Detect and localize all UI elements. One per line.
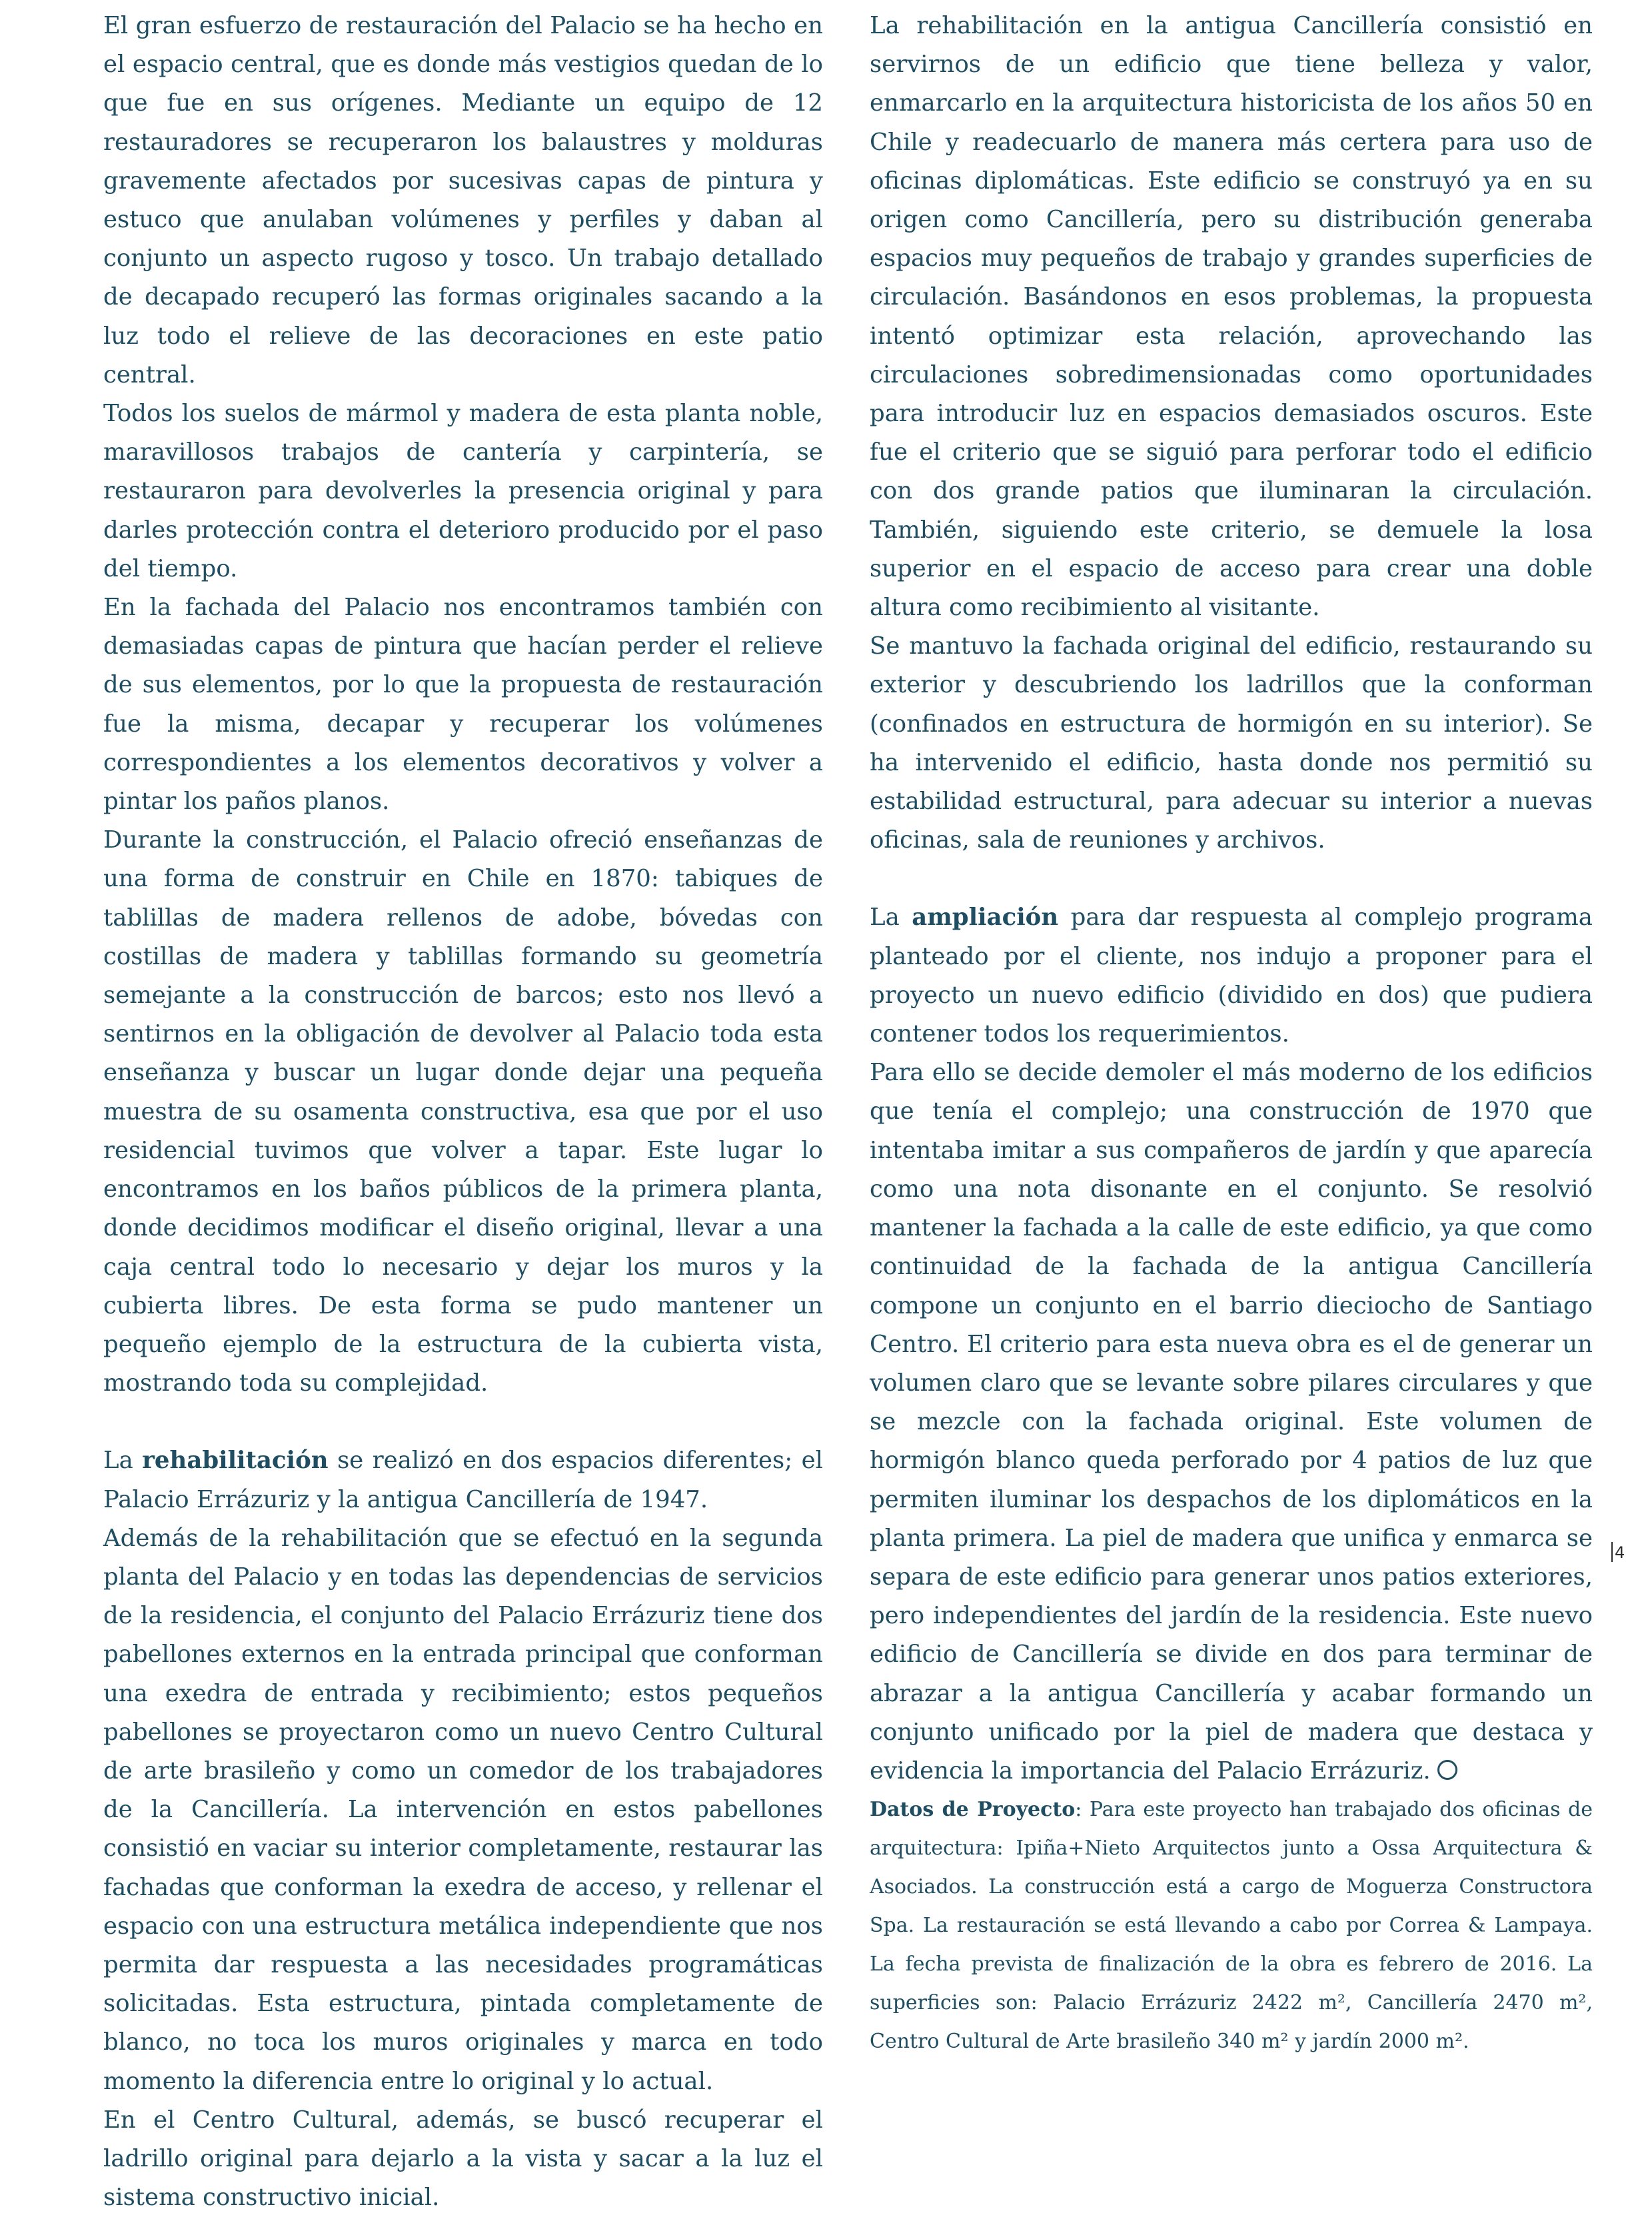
right-column — [870, 7, 1593, 2061]
left-column — [103, 7, 823, 2217]
paragraph-nuevo-edificio — [870, 1054, 1593, 1791]
nuevo-edificio-text: Para ello se decide demoler el más moderno de los edificios que tenía el complejo; una construcción de 1970 que intentaba imitar a sus compañeros de jardín y que aparecía como una nota disonante en el conjunto. Se resolvió mantener la fachada a la calle de este edificio, ya que como continuidad de la fachada de la antigua Cancillería compone un conjunto en el barrio dieciocho de Santiago Centro. El criterio para esta nueva obra es el de generar un volumen claro que se levante sobre pilares circulares y que se mezcle con la fachada original. Este volumen de hormigón blanco queda perforado por 4 patios de luz que permiten iluminar los despachos de los diplomáticos en la planta primera. La piel de madera que unifica y enmarca se separa de este edificio para generar unos patios exteriores, pero independientes del jardín de la residencia. Este nuevo edificio de Cancillería se divide en dos para terminar de abrazar a la antigua Cancillería y acabar formando un conjunto unificado por la piel de madera que destaca y evidencia la importancia del Palacio Errázuriz. — [870, 1059, 1593, 1785]
datos-text: : Para este proyecto han trabajado dos oficinas de arquitectura: Ipiña+Nieto Arquitectos junto a Ossa Arquitectura & Asociados. La construcción está a cargo de Moguerza Constructora Spa. La restauración se está llevando a cabo por Correa & Lampaya. La fecha prevista de finalización de la obra es febrero de 2016. La superficies son: Palacio Errázuriz 2422 m², Cancillería 2470 m², Centro Cultural de Arte brasileño 340 m² y jardín 2000 m². — [870, 1798, 1593, 2054]
paragraph-palacio-central: El gran esfuerzo de restauración del Palacio se ha hecho en el espacio central, que es donde más vestigios quedan de lo que fue en sus orígenes. Mediante un equipo de 12 restauradores se recuperaron los balaustres y molduras gravemente afectados por sucesivas capas de pintura y estuco que anulaban volúmenes y perfiles y daban al conjunto un aspecto rugoso y tosco. Un trabajo detallado de decapado recuperó las formas originales sacando a la luz todo el relieve de las decoraciones en este patio central. — [103, 12, 823, 388]
paragraph-construccion: Durante la construcción, el Palacio ofreció enseñanzas de una forma de construir en Chile en 1870: tabiques de tablillas de madera rellenos de adobe, bóvedas con costillas de madera y tablillas formando su geometría semejante a la construcción de barcos; esto nos llevó a sentirnos en la obligación de devolver al Palacio toda esta enseñanza y buscar un lugar donde dejar una pequeña muestra de su osamenta constructiva, esa que por el uso residencial tuvimos que volver a tapar. Este lugar lo encontramos en los baños públicos de la primera planta, donde decidimos modificar el diseño original, llevar a una caja central todo lo necesario y dejar los muros y la cubierta libres. De esta forma se pudo mantener un pequeño ejemplo de la estructura de la cubierta vista, mostrando toda su complejidad. — [103, 826, 823, 1397]
rehabilitacion-text: se realizó en dos espacios diferentes; el Palacio Errázuriz y la antigua Cancillería de 1947. — [103, 1447, 823, 1513]
paragraph-fachada: En la fachada del Palacio nos encontramos también con demasiadas capas de pintura que hacían perder el relieve de sus elementos, por lo que la propuesta de restauración fue la misma, decapar y recuperar los volúmenes correspondientes a los elementos decorativos y volver a pintar los paños planos. — [103, 594, 823, 816]
datos-de-proyecto — [870, 1791, 1593, 2061]
ampliacion-keyword: ampliación — [912, 904, 1059, 932]
ampliacion-text: para dar respuesta al complejo programa planteado por el cliente, nos indujo a proponer para el proyecto un nuevo edificio (dividido en dos) que pudiera contener todos los requerimientos. — [870, 904, 1593, 1048]
paragraph-centro-cultural: En el Centro Cultural, además, se buscó recuperar el ladrillo original para dejarlo a la vista y sacar a la luz el sistema constructivo inicial. — [103, 2106, 823, 2212]
end-mark-icon — [1437, 1760, 1457, 1780]
rehabilitacion-lead: La — [103, 1447, 133, 1475]
paragraph-suelos: Todos los suelos de mármol y madera de esta planta noble, maravillosos trabajos de cantería y carpintería, se restauraron para devolverles la presencia original y para darles protección contra el deterioro producido por el paso del tiempo. — [103, 400, 823, 582]
datos-label: Datos de Proyecto — [870, 1798, 1076, 1822]
ampliacion-lead: La — [870, 904, 900, 932]
paragraph-rehabilitacion — [103, 1441, 823, 1519]
page-marker-bar — [1611, 1542, 1613, 1562]
paragraph-cancilleria: La rehabilitación en la antigua Cancillería consistió en servirnos de un edificio que tiene belleza y valor, enmarcarlo en la arquitectura historicista de los años 50 en Chile y readecuarlo de manera más certera para uso de oficinas diplomáticas. Este edificio se construyó ya en su origen como Cancillería, pero su distribución generaba espacios muy pequeños de trabajo y grandes superficies de circulación. Basándonos en esos problemas, la propuesta intentó optimizar esta relación, aprovechando las circulaciones sobredimensionadas como oportunidades para introducir luz en espacios demasiados oscuros. Este fue el criterio que se siguió para perforar todo el edificio con dos grande patios que iluminaran la circulación. También, siguiendo este criterio, se demuele la losa superior en el espacio de acceso para crear una doble altura como recibimiento al visitante. — [870, 12, 1593, 622]
paragraph-fachada-original: Se mantuvo la fachada original del edificio, restaurando su exterior y descubriendo los ladrillos que la conforman (confinados en estructura de hormigón en su interior). Se ha intervenido el edificio, hasta donde nos permitió su estabilidad estructural, para adecuar su interior a nuevas oficinas, sala de reuniones y archivos. — [870, 632, 1593, 854]
paragraph-ampliacion — [870, 898, 1593, 1054]
page-marker — [1611, 1541, 1625, 1564]
paragraph-pabellones: Además de la rehabilitación que se efectuó en la segunda planta del Palacio y en todas las dependencias de servicios de la residencia, el conjunto del Palacio Errázuriz tiene dos pabellones externos en la entrada principal que conforman una exedra de entrada y recibimiento; estos pequeños pabellones se proyectaron como un nuevo Centro Cultural de arte brasileño y como un comedor de los trabajadores de la Cancillería. La intervención en estos pabellones consistió en vaciar su interior completamente, restaurar las fachadas que conforman la exedra de acceso, y rellenar el espacio con una estructura metálica independiente que nos permita dar respuesta a las necesidades programáticas solicitadas. Esta estructura, pintada completamente de blanco, no toca los muros originales y marca en todo momento la diferencia entre lo original y lo actual. — [103, 1524, 823, 2095]
rehabilitacion-keyword: rehabilitación — [142, 1447, 329, 1475]
page-number: 4 — [1615, 1543, 1625, 1562]
